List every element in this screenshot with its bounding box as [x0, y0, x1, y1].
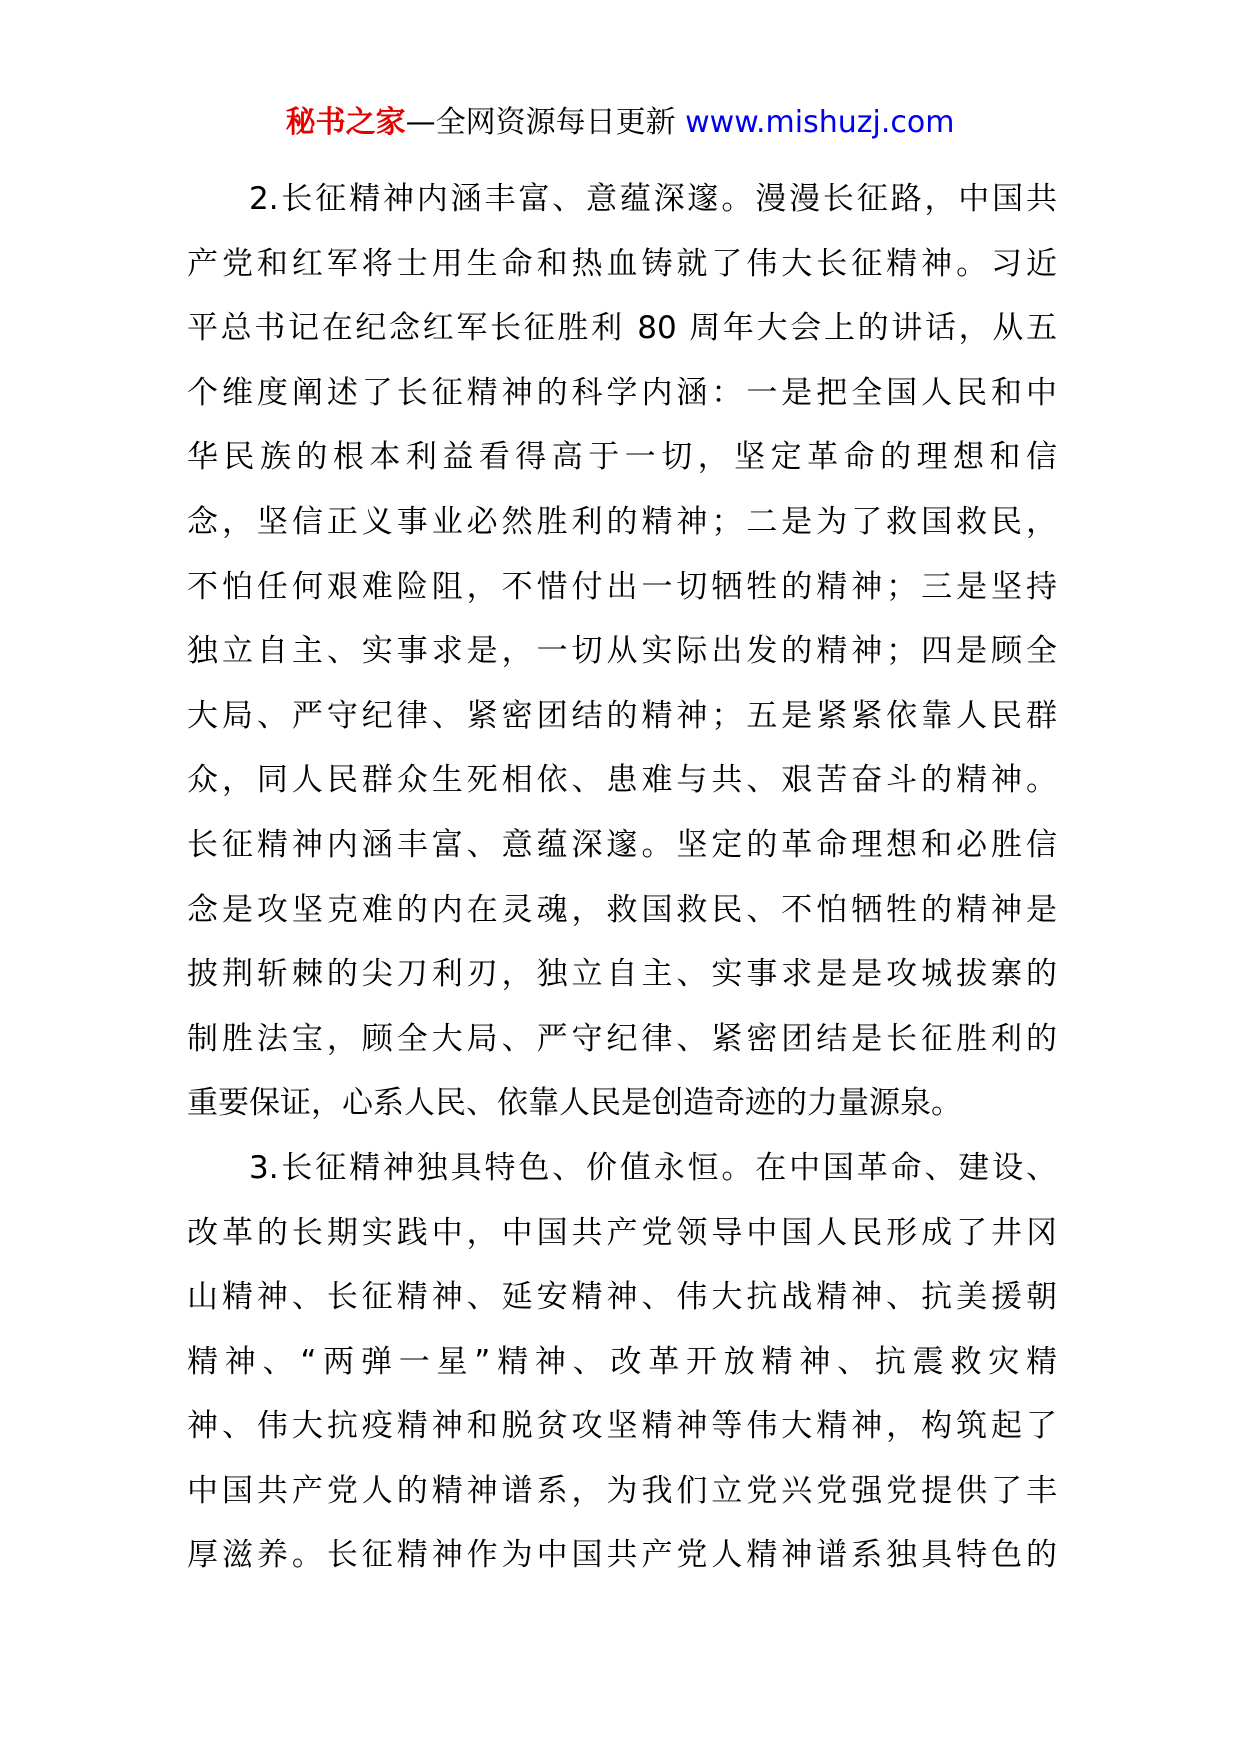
text-line: 大局、严守纪律、紧密团结的精神；五是紧紧依靠人民群 — [187, 697, 1057, 734]
header-brand: 秘书之家 — [285, 105, 406, 140]
text-line: 不怕任何艰难险阻，不惜付出一切牺牲的精神；三是坚持 — [187, 568, 1057, 605]
text-line: 厚滋养。长征精神作为中国共产党人精神谱系独具特色的 — [187, 1537, 1057, 1574]
text-line: 华民族的根本利益看得高于一切，坚定革命的理想和信 — [187, 439, 1057, 476]
page-header — [0, 101, 1240, 145]
text-line: 中国共产党人的精神谱系，为我们立党兴党强党提供了丰 — [187, 1472, 1057, 1509]
header-url-link[interactable]: www.mishuzj.com — [685, 105, 955, 140]
text-line: 神、伟大抗疫精神和脱贫攻坚精神等伟大精神，构筑起了 — [187, 1408, 1057, 1445]
text-line: 产党和红军将士用生命和热血铸就了伟大长征精神。习近 — [187, 245, 1057, 282]
text-line: 念是攻坚克难的内在灵魂，救国救民、不怕牺牲的精神是 — [187, 891, 1057, 928]
text-line: 重要保证，心系人民、依靠人民是创造奇迹的力量源泉。 — [187, 1085, 962, 1122]
text-line: 个维度阐述了长征精神的科学内涵：一是把全国人民和中 — [187, 374, 1057, 411]
header-tagline: —全网资源每日更新 — [405, 105, 676, 140]
text-line: 2.长征精神内涵丰富、意蕴深邃。漫漫长征路，中国共 — [249, 181, 1057, 217]
text-line: 披荆斩棘的尖刀利刃，独立自主、实事求是是攻城拔寨的 — [187, 956, 1057, 993]
text-line: 改革的长期实践中，中国共产党领导中国人民形成了井冈 — [187, 1214, 1057, 1251]
text-line: 制胜法宝，顾全大局、严守纪律、紧密团结是长征胜利的 — [187, 1020, 1057, 1057]
document-body — [187, 167, 1057, 1588]
text-line: 独立自主、实事求是，一切从实际出发的精神；四是顾全 — [187, 633, 1057, 670]
text-line: 众，同人民群众生死相依、患难与共、艰苦奋斗的精神。 — [187, 762, 1057, 799]
text-line: 长征精神内涵丰富、意蕴深邃。坚定的革命理想和必胜信 — [187, 826, 1057, 863]
text-line: 念，坚信正义事业必然胜利的精神；二是为了救国救民， — [187, 503, 1057, 540]
text-line: 精神、“两弹一星”精神、改革开放精神、抗震救灾精 — [187, 1343, 1057, 1380]
text-line: 山精神、长征精神、延安精神、伟大抗战精神、抗美援朝 — [187, 1279, 1057, 1316]
text-line: 3.长征精神独具特色、价值永恒。在中国革命、建设、 — [249, 1149, 1057, 1186]
text-line: 平总书记在纪念红军长征胜利 80 周年大会上的讲话，从五 — [187, 310, 1057, 347]
